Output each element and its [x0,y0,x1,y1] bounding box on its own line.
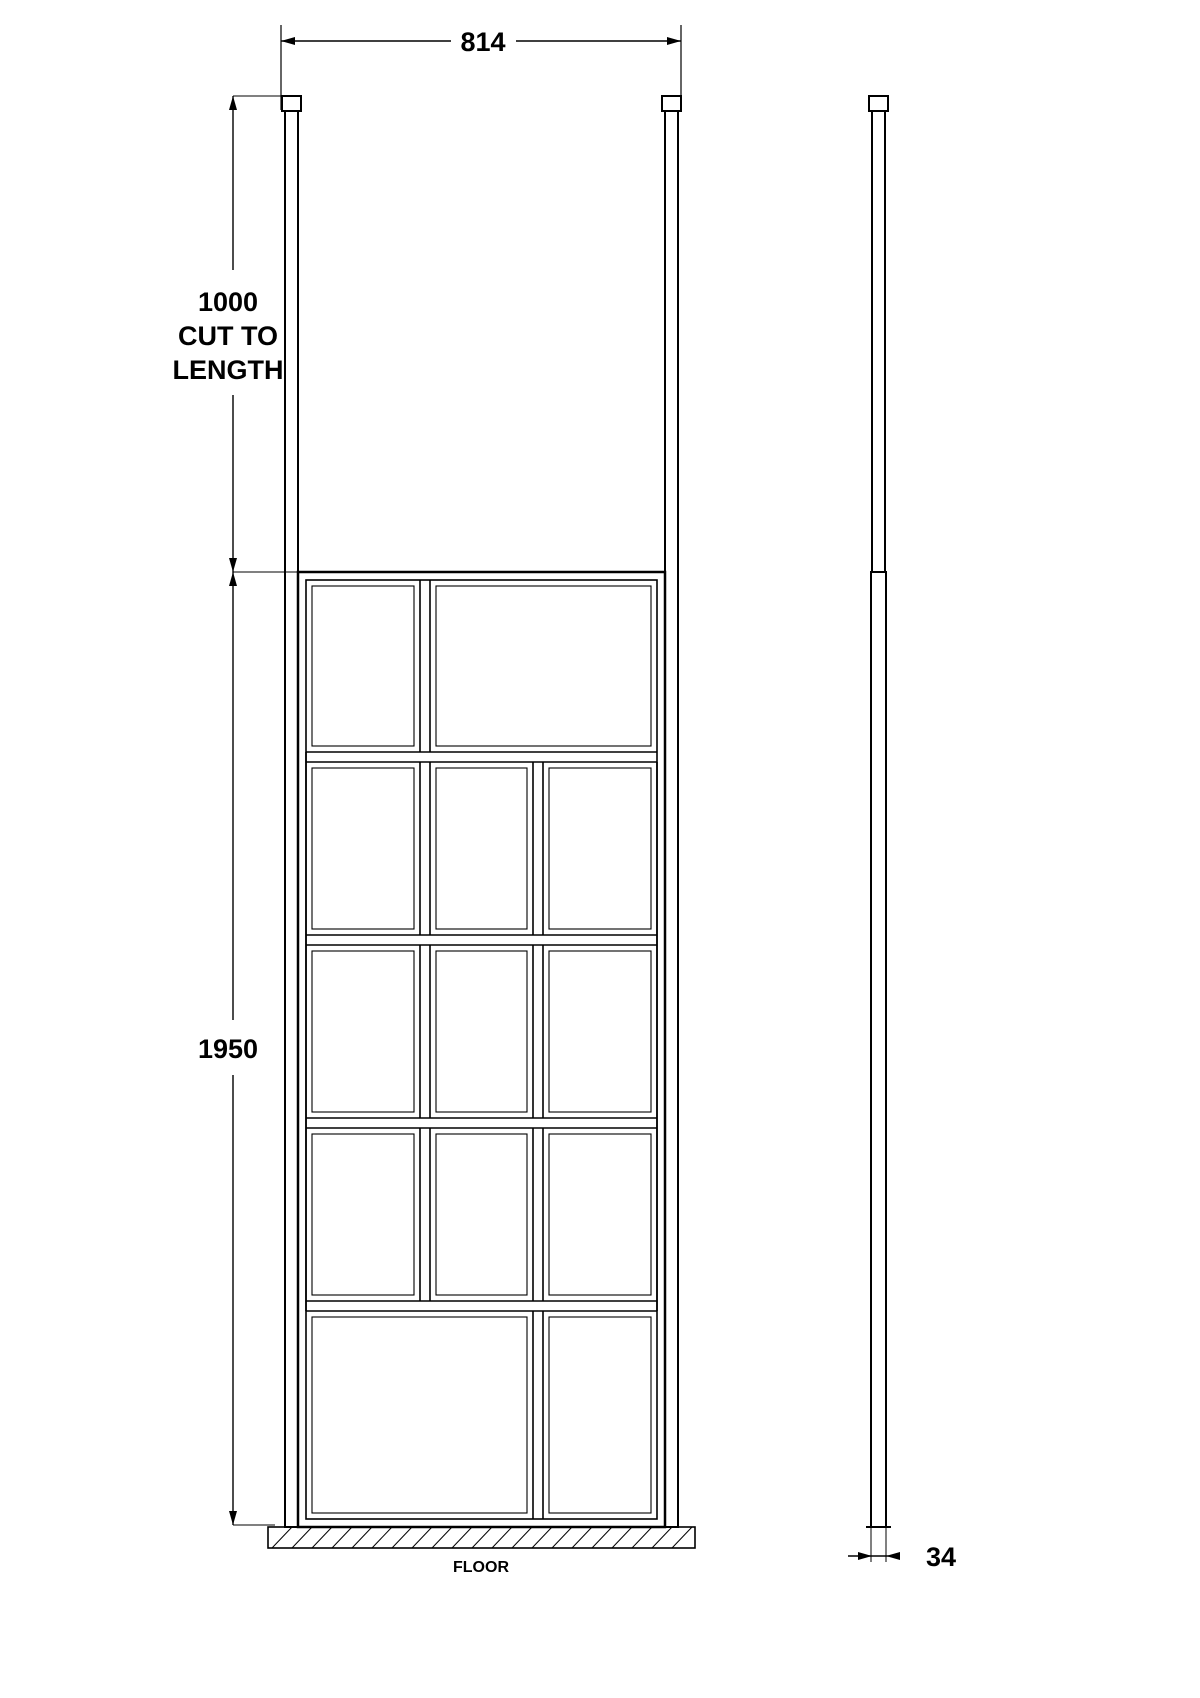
pane-r1-c1 [312,586,414,746]
pane-r3-c3 [549,951,651,1112]
dimension-depth-34 [848,1527,956,1572]
left-post [285,111,298,1527]
dimension-ctl-label-line3: LENGTH [172,355,284,385]
pane-r4-c2 [436,1134,527,1295]
dimension-width-814 [281,25,681,110]
side-post-upper [872,111,885,572]
glass-panel-inner-frame [306,580,657,1519]
side-panel-profile [871,572,886,1527]
dimension-width-label: 814 [460,27,506,57]
mullions-horizontal [306,752,657,1311]
dimension-ctl-label-line2: CUT TO [178,321,278,351]
pane-r3-c1 [312,951,414,1112]
pane-r1-c2 [436,586,651,746]
dimension-height-1950 [198,572,275,1525]
floor-element [268,1527,695,1576]
arrowhead-right [667,37,681,45]
pane-r2-c2 [436,768,527,929]
pane-r2-c1-upper [312,768,414,929]
pane-r5-c2 [549,1317,651,1513]
floor-hatching [272,1527,692,1548]
pane-r5-c1 [312,1317,527,1513]
side-post-cap [869,96,888,111]
mullions-vertical [420,580,543,1519]
pane-r2-c3 [549,768,651,929]
pane-r4-c3 [549,1134,651,1295]
arrowhead-1950-bottom [229,1511,237,1525]
glass-panel-outer-frame [298,572,665,1527]
dimension-ctl-label-line1: 1000 [197,287,259,317]
front-elevation [268,96,695,1576]
floor-label: FLOOR [453,1559,509,1576]
arrowhead-left [281,37,295,45]
dimension-depth-label: 34 [926,1542,957,1572]
glass-panes [312,586,651,1513]
right-post-cap [662,96,681,111]
arrowhead-depth-right [886,1552,900,1560]
pane-r3-c2 [436,951,527,1112]
arrowhead-depth-left [858,1552,872,1560]
arrowhead-1950-top [229,572,237,586]
right-post [665,111,678,1527]
left-post-cap [282,96,301,111]
dimension-height-label: 1950 [197,1034,259,1064]
dimension-cut-to-length [173,96,301,572]
arrowhead-ctl-top [229,96,237,110]
side-elevation [866,96,891,1527]
pane-r4-c1 [312,1134,414,1295]
arrowhead-ctl-bottom [229,558,237,572]
